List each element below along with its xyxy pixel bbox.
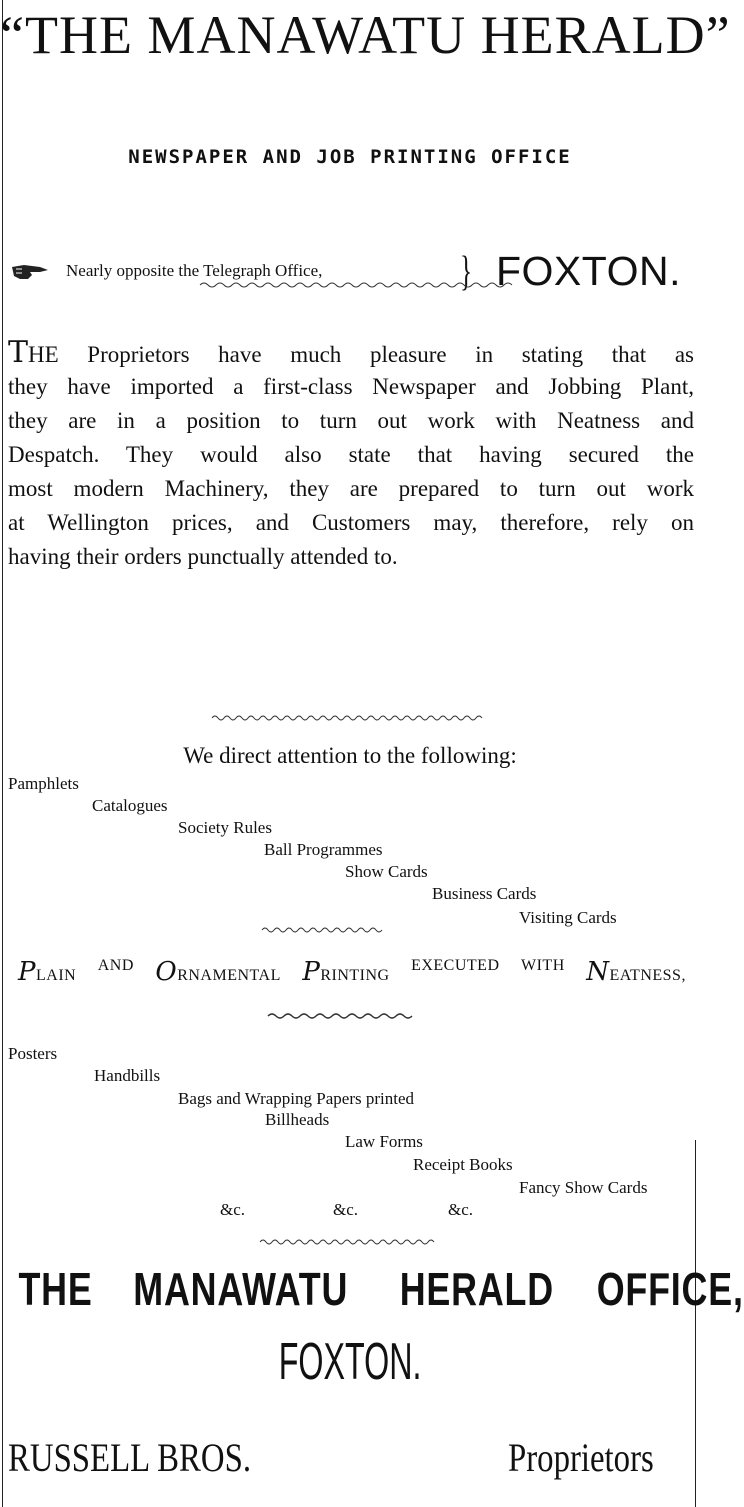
service-item: Bags and Wrapping Papers printed xyxy=(178,1089,415,1108)
announcement-line-5: most modern Machinery, they are prepared to turn out work xyxy=(8,476,694,501)
service-item: Billheads xyxy=(265,1110,330,1129)
services-intro: We direct attention to the following: xyxy=(183,743,517,768)
service-item: Law Forms xyxy=(345,1132,423,1151)
etc-mark: &c. xyxy=(220,1200,246,1219)
service-item: Fancy Show Cards xyxy=(519,1178,648,1197)
wavy-rule-3 xyxy=(262,925,382,935)
office-word-herald: HERALD xyxy=(400,1263,555,1315)
service-item: Show Cards xyxy=(345,862,428,881)
word-ornamental: ORNAMENTAL xyxy=(155,957,281,987)
announcement-line-2: they have imported a first-class Newspaper and Jobbing Plant, xyxy=(8,374,694,399)
office-word-the: THE xyxy=(18,1263,93,1315)
footer-town: FOXTON. xyxy=(278,1333,422,1391)
office-word-office: OFFICE, xyxy=(596,1263,744,1315)
location-note: Nearly opposite the Telegraph Office, xyxy=(66,261,323,280)
location-brace: } xyxy=(460,249,473,295)
word-and: AND xyxy=(97,957,134,974)
dropcap-letter: T xyxy=(8,335,29,370)
wavy-rule-4 xyxy=(268,1011,418,1021)
service-item: Business Cards xyxy=(432,884,537,903)
ornamental-printing-line xyxy=(18,957,686,987)
wavy-rule-2 xyxy=(212,713,482,723)
service-item: Posters xyxy=(8,1044,58,1063)
service-item: Pamphlets xyxy=(8,774,79,793)
announcement-paragraph xyxy=(8,336,694,574)
announcement-line-1: THE Proprietors have much pleasure in stating that as xyxy=(8,335,694,370)
proprietor-name: RUSSELL BROS. xyxy=(8,1435,252,1480)
service-item: Catalogues xyxy=(92,796,168,815)
masthead-subtitle: NEWSPAPER AND JOB PRINTING OFFICE xyxy=(128,146,572,168)
location-town: FOXTON. xyxy=(496,248,681,294)
wavy-rule-1 xyxy=(200,280,520,290)
word-executed: EXECUTED xyxy=(411,957,500,974)
wavy-rule-5 xyxy=(260,1237,440,1247)
office-heading xyxy=(8,1262,744,1316)
right-border-rule xyxy=(695,1140,696,1507)
word-printing: PRINTING xyxy=(302,957,390,987)
office-word-manawatu: MANAWATU xyxy=(133,1263,349,1315)
service-item: Receipt Books xyxy=(413,1155,513,1174)
masthead-title: “THE MANAWATU HERALD” xyxy=(0,5,731,65)
announcement-line-7: having their orders punctually attended to. xyxy=(8,544,398,569)
service-item: Society Rules xyxy=(178,818,272,837)
etc-mark: &c. xyxy=(448,1200,474,1219)
word-neatness: NEATNESS, xyxy=(586,957,686,987)
announcement-line-6: at Wellington prices, and Customers may, therefore, rely on xyxy=(8,510,694,535)
announcement-line-3: they are in a position to turn out work with Neatness and xyxy=(8,408,694,433)
service-item: Ball Programmes xyxy=(264,840,383,859)
service-item: Visiting Cards xyxy=(519,908,617,927)
word-with: WITH xyxy=(521,957,565,974)
service-item: Handbills xyxy=(94,1066,161,1085)
pointing-hand-icon xyxy=(10,260,50,290)
proprietor-label: Proprietors xyxy=(508,1435,654,1480)
announcement-line-4: Despatch. They would also state that having secured the xyxy=(8,442,694,467)
word-plain: PLAIN xyxy=(18,957,77,987)
etc-mark: &c. xyxy=(333,1200,359,1219)
